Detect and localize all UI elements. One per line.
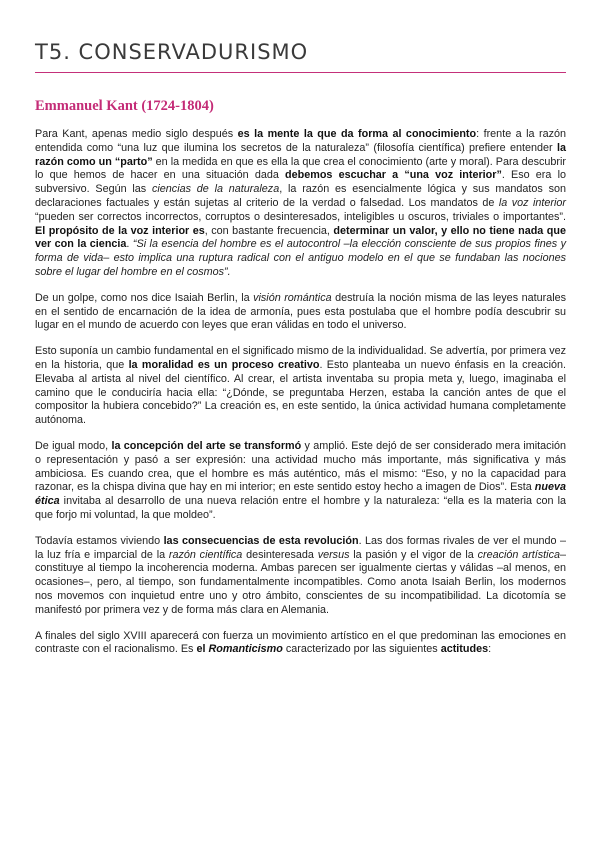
text-run: destruía la noción misma de las leyes naturales en el sentido de encarnación de la idea de armonía, pues esta postulaba que el hombre podía descubrir su lugar en el mundo de acuerdo con leyes que eran válidas en todo el universo. xyxy=(35,291,566,332)
text-run: . Eso era lo subversivo. Según las xyxy=(35,169,566,196)
emphasis-text: ciencias de la naturaleza xyxy=(152,183,280,196)
emphasis-text: creación artística xyxy=(477,548,560,561)
emphasis-text: razón científica xyxy=(168,548,243,561)
text-run: : frente a la razón entendida como “una luz que ilumina los secretos de la naturaleza” (filosofía científica) prefiere entender xyxy=(35,128,566,154)
emphasis-text: nueva ética xyxy=(35,481,566,508)
paragraph-romanticism xyxy=(35,630,566,658)
text-run: invitaba al desarrollo de una nueva relación entre el hombre y la naturaleza: “ella es la materia con la que forjo mi voluntad, la que moldeo”. xyxy=(35,495,566,521)
text-run: Para Kant, apenas medio siglo después xyxy=(35,128,238,140)
emphasis-text: determinar un valor, y ello no tiene nada que ver con la ciencia xyxy=(35,224,566,251)
text-run: De igual modo, xyxy=(35,439,112,452)
paragraph-kant-mind xyxy=(35,128,566,280)
section-heading: Emmanuel Kant (1724-1804) xyxy=(35,98,214,114)
emphasis-text: es la mente la que da forma al conocimiento xyxy=(237,128,477,140)
emphasis-text: El propósito de la voz interior es xyxy=(35,224,205,237)
text-run: – constituye al tiempo la incoherencia moderna. Ambas parecen ser igualmente ciertas y válidas –al menos, en ocasiones–, pero, al tiempo, son fundamentalmente incompatibles. Como anota Isaiah Berlin, los modernos nos movemos con inquietud entre uno y otro ámbito, conscientes de su incompatibilidad. La dicotomía se manifestó por primera vez y de forma más clara en Alemania. xyxy=(35,548,566,616)
text-run: la pasión y el vigor de la xyxy=(349,548,478,561)
title-divider xyxy=(35,72,566,73)
emphasis-text: la voz interior xyxy=(498,196,566,209)
emphasis-text: el xyxy=(196,643,209,656)
text-run: . Las dos formas rivales de ver el mundo –la luz fría e imparcial de la xyxy=(35,534,566,561)
text-run: “pueden ser correctos incorrectos, corruptos o desinteresados, inteligibles u oscuros, triviales o importantes”. xyxy=(35,210,566,223)
text-run: A finales del siglo XVIII aparecerá con fuerza un movimiento artístico en el que predominan las emociones en contraste con el racionalismo. Es xyxy=(35,629,566,656)
page-title: T5. CONSERVADURISMO xyxy=(35,40,309,64)
text-run: . Esto planteaba un nuevo énfasis en la creación. Elevaba al artista al nivel del científico. Al crear, el artista inventaba su propia meta y, luego, imaginaba el camino que le conduciría hacia ella: “¿Dónde, se preguntaba Herzen, estaba la canción antes de que el compositor la hubiera concebido?” La creación es, en este sentido, la única actividad humana completamente autónoma. xyxy=(35,358,566,427)
text-run: en la medida en que es ella la que crea el conocimiento (arte y moral). Para descubrir lo que hemos de hacer en una situación dada xyxy=(35,155,566,182)
text-run: , con bastante frecuencia, xyxy=(204,224,334,237)
text-run: Esto suponía un cambio fundamental en el significado mismo de la individualidad. Se advertía, por primera vez en la historia, que xyxy=(35,345,566,371)
text-run: y amplió. Este dejó de ser considerado mera imitación o representación y pasó a ser expresión: una actividad mucho más importante, más significativa y más ambiciosa. Es cuando crea, que el hombre es más auténtico, más el mismo: “Eso, y no la capacidad para razonar, es la chispa divina que hay en mi interior; en este sentido estoy hecho a imagen de Dios”. Esta xyxy=(35,439,566,494)
emphasis-text: Romanticismo xyxy=(208,643,283,656)
text-run: Todavía estamos viviendo xyxy=(35,534,164,547)
text-run: . xyxy=(126,238,133,251)
text-run: caracterizado por las siguientes xyxy=(282,643,441,656)
text-run: De un golpe, como nos dice Isaiah Berlin, la xyxy=(35,291,254,304)
body-text xyxy=(35,128,566,669)
text-run: desinteresada xyxy=(242,548,318,561)
text-run: , la razón es esencialmente lógica y sus mandatos son declaraciones factuales y están sujetas al criterio de la verdad o falsedad. Los mandatos de xyxy=(35,183,566,209)
emphasis-text: actitudes xyxy=(440,643,489,656)
emphasis-text: versus xyxy=(317,548,350,561)
text-run: : xyxy=(488,643,492,656)
paragraph-revolution-consequences xyxy=(35,535,566,618)
emphasis-text: visión romántica xyxy=(253,291,332,304)
paragraph-romantic-vision xyxy=(35,292,566,333)
emphasis-text: la concepción del arte se transformó xyxy=(111,439,302,452)
paragraph-art-conception xyxy=(35,440,566,523)
emphasis-text: las consecuencias de esta revolución xyxy=(163,534,359,547)
emphasis-text: la moralidad es un proceso creativo xyxy=(128,358,320,371)
emphasis-text: “Si la esencia del hombre es el autocontrol –la elección consciente de sus propios fines y forma de vida– esto implica una ruptura radical con el antiguo modelo en el que se fundaban las nociones sobre el lugar del hombre en el cosmos”. xyxy=(35,238,566,278)
paragraph-individuality xyxy=(35,345,566,428)
emphasis-text: debemos escuchar a “una voz interior” xyxy=(285,169,502,182)
emphasis-text: la razón como un “parto” xyxy=(35,141,566,168)
